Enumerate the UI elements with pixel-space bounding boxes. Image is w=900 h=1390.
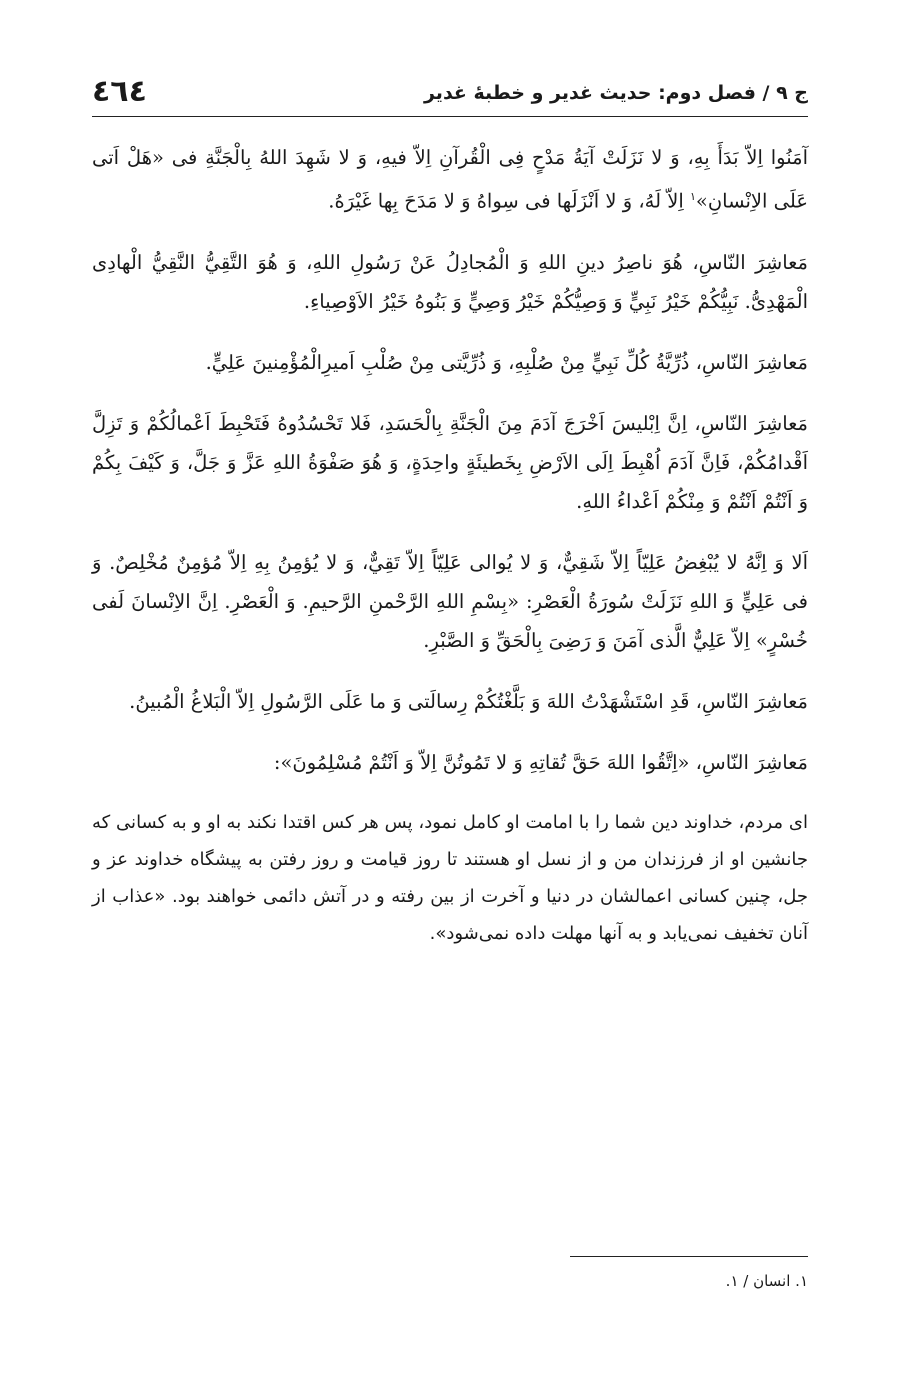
page-body xyxy=(92,138,808,974)
arabic-paragraph-2: مَعاشِرَ النّاسِ، هُوَ ناصِرُ دينِ اللهِ وَ الْمُجادِلُ عَنْ رَسُولِ اللهِ، وَ هُوَ التَّقِيُّ النَّقِيُّ الْهادِى الْمَهْدِىُّ. نَبِيُّكُمْ خَيْرُ نَبِيٍّ وَ وَصِيُّكُمْ خَيْرُ وَصِيٍّ وَ بَنُوهُ خَيْرُ الاَوْصِياءِ. xyxy=(92,250,808,313)
arabic-paragraph-1 xyxy=(92,138,808,221)
page-number: ٤٦٤ xyxy=(92,74,147,109)
page-header xyxy=(92,68,808,112)
paragraph-text: اِلاّ لَهُ، وَ لا اَنْزَلَها فى سِواهُ وَ لا مَدَحَ بِها غَيْرَهُ. xyxy=(328,189,690,213)
arabic-paragraph-5: اَلا وَ اِنَّهُ لا يُبْغِضُ عَلِيّاً اِلاّ شَقِيٌّ، وَ لا يُوالى عَلِيّاً اِلاّ تَقِيٌّ، وَ لا يُؤمِنُ بِهِ اِلاّ مُؤمِنٌ مُخْلِصٌ. وَ فى عَلِيٍّ وَ اللهِ نَزَلَتْ سُورَةُ الْعَصْرِ: «بِسْمِ اللهِ الرَّحْمنِ الرَّحيمِ. وَ الْعَصْرِ. اِنَّ الاِنْسانَ لَفى خُسْرٍ» اِلاّ عَلِيٌّ الَّذى آمَنَ وَ رَضِىَ بِالْحَقِّ وَ الصَّبْرِ. xyxy=(92,550,808,652)
header-divider xyxy=(92,116,808,117)
persian-translation: ای مردم، خداوند دین شما را با امامت او کامل نمود، پس هر کس اقتدا نکند به او و به کسانی که جانشین او از فرزندان من و از نسل او هستند تا روز قیامت و روز رفتن به پیشگاه خداوند عز و جل، چنین کسانی اعمالشان در دنیا و آخرت از بین رفته و در آتش دائمی خواهند بود. «عذاب از آنان تخفیف نمی‌یابد و به آنها مهلت داده نمی‌شود». xyxy=(92,811,808,944)
arabic-paragraph-3: مَعاشِرَ النّاسِ، ذُرِّيَّةُ كُلِّ نَبِيٍّ مِنْ صُلْبِهِ، وَ ذُرِّيَّتى مِنْ صُلْبِ اَميرِالْمُؤْمِنينَ عَلِيٍّ. xyxy=(205,350,808,374)
footnote-divider xyxy=(570,1256,808,1257)
footnote: ١. انسان / ١. xyxy=(725,1272,808,1290)
arabic-paragraph-4: مَعاشِرَ النّاسِ، اِنَّ اِبْليسَ اَخْرَجَ آدَمَ مِنَ الْجَنَّةِ بِالْحَسَدِ، فَلا تَحْسُدُوهُ فَتَحْبِطَ اَعْمالُكُمْ وَ تَزِلَّ اَقْدامُكُمْ، فَاِنَّ آدَمَ اُهْبِطَ اِلَى الاَرْضِ بِخَطيئَةٍ واحِدَةٍ، وَ هُوَ صَفْوَةُ اللهِ عَزَّ وَ جَلَّ، وَ كَيْفَ بِكُمْ وَ اَنْتُمْ اَنْتُمْ وَ مِنْكُمْ اَعْداءُ اللهِ. xyxy=(92,411,808,513)
paragraph-text: آمَنُوا اِلاّ بَدَأَ بِهِ، وَ لا نَزَلَتْ آيَةُ مَدْحٍ فِى الْقُرآنِ اِلاّ فيهِ، وَ لا شَهِدَ اللهُ بِالْجَنَّةِ فى «هَلْ اَتى عَلَى الاِنْسانِ» xyxy=(92,146,808,213)
arabic-paragraph-6: مَعاشِرَ النّاسِ، قَدِ اسْتَشْهَدْتُ اللهَ وَ بَلَّغْتُكُمْ رِسالَتى وَ ما عَلَى الرَّسُولِ اِلاّ الْبَلاغُ الْمُبينُ. xyxy=(129,689,808,713)
footnote-marker[interactable]: ١ xyxy=(689,190,696,203)
arabic-paragraph-7: مَعاشِرَ النّاسِ، «اِتَّقُوا اللهَ حَقَّ تُقاتِهِ وَ لا تَمُوتُنَّ اِلاّ وَ اَنْتُمْ مُسْلِمُونَ»: xyxy=(273,750,808,774)
running-title: ج ۹ / فصل دوم: حدیث غدیر و خطبهٔ غدیر xyxy=(423,82,808,104)
